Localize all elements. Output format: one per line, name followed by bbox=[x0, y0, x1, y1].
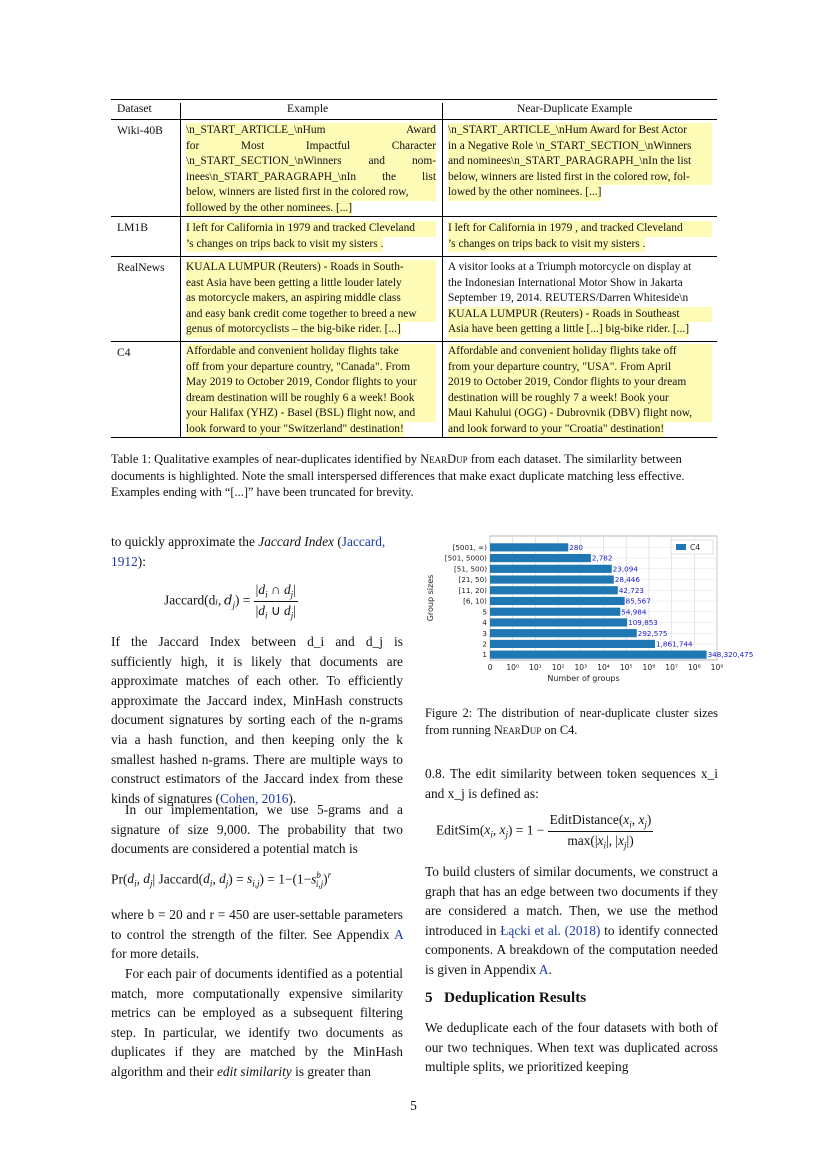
figure-caption bbox=[425, 705, 718, 739]
text-line: and nominees\n_START_PARAGRAPH_\nIn the list bbox=[448, 154, 712, 170]
header-example: Example bbox=[287, 102, 329, 115]
paragraph bbox=[111, 964, 403, 1082]
x-tick-label: 10⁶ bbox=[642, 663, 656, 672]
legend-swatch bbox=[676, 544, 686, 550]
equation-lhs: Jaccard(d bbox=[164, 592, 216, 608]
paragraph: In our implementation, we use 5-grams and a signature of size 9,000. The probability that two documents are considered a potential match is bbox=[111, 802, 403, 857]
text-line: genus of motorcyclists – the big-bike rider. [...] bbox=[186, 322, 401, 338]
text-line: below, winners are listed first in the colored row, fol- bbox=[448, 170, 712, 186]
table-divider bbox=[442, 103, 443, 437]
text-line: lowed by the other nominees. [...] bbox=[448, 185, 601, 201]
x-tick-label: 10⁰ bbox=[506, 663, 520, 672]
x-tick-label: 10³ bbox=[574, 663, 588, 672]
text-line: A visitor looks at a Triumph motorcycle on display at bbox=[448, 261, 692, 273]
caption-suffix: on C4. bbox=[541, 722, 578, 737]
bar-value-label: 348,320,475 bbox=[707, 650, 754, 660]
text-line: September 19, 2014. REUTERS/Darren Whiteside\n bbox=[448, 292, 689, 305]
bar-value-label: 109,853 bbox=[628, 618, 658, 628]
text-line: ’s changes on trips back to visit my sisters . bbox=[186, 237, 383, 253]
text-run: to identify connected components. A breakdown of the computation needed is given in Appendix bbox=[425, 922, 719, 977]
appendix-link[interactable]: A bbox=[394, 926, 403, 942]
example-cell bbox=[186, 123, 436, 217]
paragraph bbox=[111, 532, 403, 571]
text-line: \n_START_ARTICLE_\nHum Award bbox=[186, 123, 436, 139]
text-run: . bbox=[548, 961, 552, 977]
appendix-link[interactable]: A bbox=[538, 961, 549, 977]
text-line: destination will be roughly 7 a week! Book your bbox=[448, 391, 712, 407]
section-number: 5 bbox=[425, 989, 433, 1006]
dataset-label: RealNews bbox=[117, 261, 165, 274]
text-line: followed by the other nominees. [...] bbox=[186, 201, 352, 217]
text-run: To build clusters of similar documents, we construct a graph that has an edge between two documents if they are considered a match. Then, we use the method introduced in bbox=[425, 864, 718, 938]
paragraph-body: If the Jaccard Index between d_i and d_j is sufficiently high, it is likely that documents are approximate matches of each other. To efficiently approximate the Jaccard index, MinHash constructs document signatures by sorting each of the n-grams via a hash function, and then keeping only the k smallest hashed n-grams. There are multiple ways to construct estimators of the Jaccard index from these kinds of signatures ( bbox=[111, 634, 403, 806]
text-run: For each pair of documents identified as a potential match, more computationally expensive similarity metrics can be employed as a subsequent filtering step. In particular, we identify two documents as duplicates if they are matched by the MinHash algorithm and their bbox=[111, 966, 403, 1079]
text-line: as motorcycle makers, an aspiring middle class bbox=[186, 291, 436, 307]
bar bbox=[490, 618, 627, 626]
text-line: the Indonesian International Motor Show in Jakarta bbox=[448, 276, 683, 289]
bar bbox=[490, 586, 618, 594]
citation-link[interactable]: Łącki et al. (2018) bbox=[500, 922, 601, 938]
bar-value-label: 280 bbox=[569, 542, 583, 552]
header-dataset: Dataset bbox=[117, 102, 152, 115]
example-cell bbox=[186, 260, 436, 338]
legend-label: C4 bbox=[690, 543, 701, 552]
edit-similarity-equation: $EditSim(x_i$, $x_j) = 1$ − $\frac{EditDistance(x_i, x_j)}{\max(|x_i|, |x_j|)}$ bbox=[436, 812, 652, 851]
x-tick-label: 10⁸ bbox=[687, 663, 701, 672]
bar bbox=[490, 651, 707, 659]
method-name: NearDup bbox=[420, 452, 468, 466]
y-tick-label: 3 bbox=[482, 628, 487, 638]
y-tick-label: 2 bbox=[482, 639, 487, 649]
text-line: Affordable and convenient holiday flights take off bbox=[448, 344, 712, 360]
paragraph bbox=[111, 632, 403, 808]
text-line: 2019 to October 2019, Condor flights to your dream bbox=[448, 375, 712, 391]
paragraph bbox=[425, 862, 718, 980]
text-line: \n_START_SECTION_\nWinners and nom- bbox=[186, 154, 436, 170]
bar-value-label: 1,861,744 bbox=[656, 639, 693, 649]
text-line: Affordable and convenient holiday flights take bbox=[186, 344, 436, 360]
bar-value-label: 2,782 bbox=[591, 553, 613, 563]
bar bbox=[490, 543, 568, 551]
text-run: for more details. bbox=[111, 946, 200, 962]
example-cell bbox=[186, 344, 436, 438]
bar bbox=[490, 629, 637, 637]
citation-link[interactable]: 1912 bbox=[111, 553, 138, 569]
y-tick-label: [501, 5000) bbox=[444, 553, 487, 563]
text-line: Maui Kahului (OGG) - Dubrovnik (DBV) flight now, bbox=[448, 406, 712, 422]
text-line: for Most Impactful Character bbox=[186, 139, 436, 155]
table-divider bbox=[180, 103, 181, 437]
x-tick-label: 10⁷ bbox=[665, 663, 678, 672]
text-line: ’s changes on trips back to visit my sisters . bbox=[448, 237, 645, 253]
paragraph: We deduplicate each of the four datasets with both of our two techniques. When text was duplicated across multiple splits, we prioritized keeping bbox=[425, 1020, 718, 1075]
x-tick-label: 10⁴ bbox=[597, 663, 610, 672]
text-line: in a Negative Role \n_START_SECTION_\nWinners bbox=[448, 139, 712, 155]
text-run: ): bbox=[137, 553, 146, 569]
text-line: Asia have been getting a little [...] big-bike rider. [...] bbox=[448, 322, 689, 338]
bar bbox=[490, 575, 614, 583]
emphasis: edit similarity bbox=[216, 1063, 292, 1079]
bar bbox=[490, 640, 655, 648]
bar bbox=[490, 565, 612, 573]
probability-equation: $Pr(d_i$, $d_j|$ $Jaccard(d_i$, $d_j) = s_{i,j}) = 1-(1-s^b_{i,j})^r$ bbox=[111, 870, 332, 890]
caption-prefix: Figure 2: The distribution of near-duplicate cluster sizes from running bbox=[425, 706, 718, 737]
bar-value-label: 23,094 bbox=[612, 564, 638, 574]
text-line: below, winners are listed first in the colored row, bbox=[186, 185, 436, 201]
dataset-label: C4 bbox=[117, 346, 131, 359]
y-tick-label: [51, 500) bbox=[453, 564, 487, 574]
text-line: inees\n_START_PARAGRAPH_\nIn the list bbox=[186, 170, 436, 186]
dataset-label: LM1B bbox=[117, 221, 148, 234]
text-line: \n_START_ARTICLE_\nHum Award for Best Actor bbox=[448, 123, 712, 139]
text-line: from your departure country, "USA". From April bbox=[448, 360, 712, 376]
y-tick-label: [11, 20) bbox=[458, 585, 487, 595]
text-line: KUALA LUMPUR (Reuters) - Roads in Southeast bbox=[448, 307, 712, 323]
fraction: $\frac{|d_i \cap d_j|}{|d_i \cup d_j|}$ bbox=[255, 582, 296, 621]
text-line: KUALA LUMPUR (Reuters) - Roads in South- bbox=[186, 260, 436, 276]
text-line: your Halifax (YHZ) - Basel (BSL) flight now, and bbox=[186, 406, 436, 422]
x-tick-label: 10⁵ bbox=[619, 663, 633, 672]
bar-value-label: 28,446 bbox=[614, 575, 640, 585]
method-name: NearDup bbox=[493, 722, 542, 737]
section-title: Deduplication Results bbox=[443, 989, 587, 1006]
dataset-label: Wiki-40B bbox=[117, 124, 163, 137]
table-header-rule bbox=[111, 119, 717, 120]
bar-value-label: 292,575 bbox=[637, 628, 668, 638]
bar-value-label: 54,984 bbox=[621, 607, 647, 617]
citation-link[interactable]: Jaccard, bbox=[341, 534, 386, 549]
text-line: east Asia have been getting a little louder lately bbox=[186, 276, 436, 292]
text-line: and easy bank credit come together to breed a new bbox=[186, 307, 436, 323]
text-line: look forward to your "Switzerland" destination! bbox=[186, 422, 404, 438]
jaccard-equation: Jaccard(dᵢ, $d_j$) = $\frac{|d_i \cap d_j|}{|d_i \cup d_j|}$ bbox=[164, 582, 296, 621]
header-near-duplicate: Near-Duplicate Example bbox=[517, 102, 633, 115]
y-tick-label: 4 bbox=[482, 618, 487, 628]
text-line: I left for California in 1979 , and tracked Cleveland bbox=[448, 221, 712, 237]
row-rule bbox=[111, 216, 717, 217]
y-tick-label: [5001, ∞) bbox=[452, 542, 487, 552]
table-bottom-rule bbox=[111, 437, 717, 438]
math: ᵢ bbox=[215, 593, 218, 609]
near-duplicate-cell bbox=[448, 260, 712, 338]
chart-svg bbox=[425, 532, 754, 692]
x-axis-label: Number of groups bbox=[547, 674, 620, 683]
y-tick-label: [21, 50) bbox=[458, 575, 487, 585]
bar bbox=[490, 608, 620, 616]
row-rule bbox=[111, 256, 717, 257]
row-rule bbox=[111, 341, 717, 342]
cluster-size-chart bbox=[425, 532, 754, 692]
paragraph: 0.8. The edit similarity between token sequences x_i and x_j is defined as: bbox=[425, 766, 718, 801]
bar bbox=[490, 554, 591, 562]
text-line: off from your departure country, "Canada". From bbox=[186, 360, 436, 376]
near-duplicate-cell bbox=[448, 344, 712, 438]
text-line: I left for California in 1979 and tracked Cleveland bbox=[186, 221, 436, 237]
text-run: ( bbox=[333, 534, 342, 549]
x-tick-label: 10⁹ bbox=[710, 663, 724, 672]
y-axis-label: Group sizes bbox=[426, 574, 435, 622]
table-caption bbox=[111, 451, 719, 501]
x-tick-label: 0 bbox=[487, 663, 493, 672]
y-tick-label: 1 bbox=[482, 650, 487, 660]
text-run: to quickly approximate the bbox=[111, 534, 259, 549]
text-line: May 2019 to October 2019, Condor flights to your bbox=[186, 375, 436, 391]
x-tick-label: 10¹ bbox=[529, 663, 542, 672]
emphasis: Jaccard Index bbox=[258, 534, 334, 549]
caption-suffix: from each dataset. The similarlity between documents is highlighted. Note the small interspersed differences that make exact duplicate matching less effective. Examples ending with “[...]” have been truncated for brevity. bbox=[111, 452, 685, 500]
table-top-rule bbox=[111, 99, 717, 100]
text-run: where b = 20 and r = 450 are user-settable parameters to control the strength of the filter. See Appendix bbox=[111, 907, 403, 942]
text-run: is greater than bbox=[291, 1063, 371, 1079]
text-run: ). bbox=[288, 790, 297, 806]
example-cell bbox=[186, 221, 436, 252]
bar-value-label: 85,567 bbox=[625, 596, 651, 606]
near-duplicate-cell bbox=[448, 221, 712, 252]
bar-value-label: 42,723 bbox=[618, 585, 644, 595]
math: d bbox=[223, 593, 233, 609]
x-tick-label: 10² bbox=[551, 663, 565, 672]
page-number: 5 bbox=[410, 1098, 417, 1113]
text-line: dream destination will be roughly 6 a week! Book bbox=[186, 391, 436, 407]
bar bbox=[490, 597, 625, 605]
near-duplicate-cell bbox=[448, 123, 712, 201]
section-heading bbox=[425, 989, 586, 1007]
citation-link[interactable]: Cohen, 2016 bbox=[219, 790, 289, 806]
text-line: and look forward to your "Croatia" destination! bbox=[448, 422, 664, 438]
y-tick-label: 5 bbox=[482, 607, 487, 617]
paragraph bbox=[111, 905, 403, 964]
y-tick-label: [6, 10) bbox=[463, 596, 487, 606]
caption-prefix: Table 1: Qualitative examples of near-duplicates identified by bbox=[111, 452, 421, 466]
